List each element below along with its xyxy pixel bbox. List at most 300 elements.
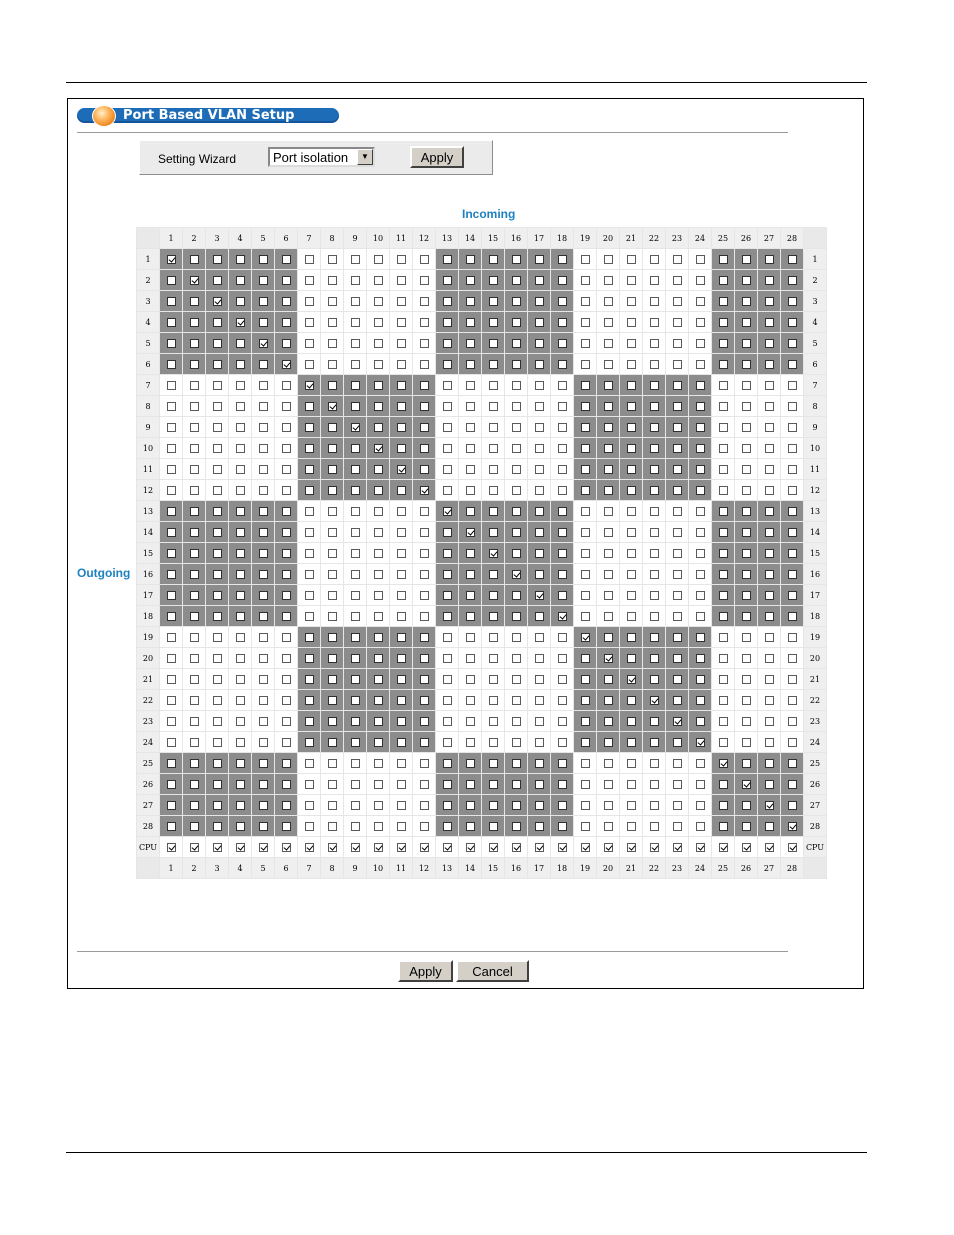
port-checkbox[interactable] [788,822,797,831]
port-checkbox[interactable] [742,633,751,642]
port-checkbox[interactable] [627,465,636,474]
port-checkbox[interactable] [259,486,268,495]
port-checkbox[interactable] [236,570,245,579]
port-checkbox[interactable] [719,360,728,369]
port-checkbox[interactable] [190,612,199,621]
port-checkbox[interactable] [604,738,613,747]
port-checkbox[interactable] [581,507,590,516]
port-checkbox[interactable] [512,507,521,516]
port-checkbox[interactable] [650,339,659,348]
port-checkbox[interactable] [167,822,176,831]
port-checkbox[interactable] [190,633,199,642]
port-checkbox[interactable] [788,423,797,432]
port-checkbox[interactable] [673,381,682,390]
port-checkbox[interactable] [673,444,682,453]
port-checkbox[interactable] [535,612,544,621]
port-checkbox[interactable] [190,675,199,684]
port-checkbox[interactable] [788,276,797,285]
cpu-port-checkbox[interactable] [650,843,659,852]
port-checkbox[interactable] [466,402,475,411]
port-checkbox[interactable] [627,444,636,453]
port-checkbox[interactable] [213,696,222,705]
port-checkbox[interactable] [673,696,682,705]
port-checkbox[interactable] [167,612,176,621]
port-checkbox[interactable] [259,507,268,516]
port-checkbox[interactable] [328,759,337,768]
port-checkbox[interactable] [627,528,636,537]
port-checkbox[interactable] [190,738,199,747]
port-checkbox[interactable] [374,318,383,327]
port-checkbox[interactable] [765,318,774,327]
port-checkbox[interactable] [397,402,406,411]
port-checkbox[interactable] [374,297,383,306]
port-checkbox[interactable] [305,297,314,306]
port-checkbox[interactable] [259,276,268,285]
port-checkbox[interactable] [650,507,659,516]
port-checkbox[interactable] [604,444,613,453]
port-checkbox[interactable] [282,423,291,432]
port-checkbox[interactable] [788,339,797,348]
port-checkbox[interactable] [581,717,590,726]
port-checkbox[interactable] [236,507,245,516]
port-checkbox[interactable] [765,444,774,453]
port-checkbox[interactable] [397,444,406,453]
cpu-port-checkbox[interactable] [305,843,314,852]
port-checkbox[interactable] [443,822,452,831]
port-checkbox[interactable] [420,801,429,810]
port-checkbox[interactable] [374,675,383,684]
port-checkbox[interactable] [604,339,613,348]
port-checkbox[interactable] [466,360,475,369]
port-checkbox[interactable] [581,675,590,684]
port-checkbox[interactable] [627,276,636,285]
port-checkbox[interactable] [604,360,613,369]
port-checkbox[interactable] [650,780,659,789]
port-checkbox[interactable] [742,612,751,621]
port-checkbox[interactable] [489,654,498,663]
port-checkbox[interactable] [282,738,291,747]
port-checkbox[interactable] [512,465,521,474]
port-checkbox[interactable] [604,465,613,474]
port-checkbox[interactable] [512,423,521,432]
port-checkbox[interactable] [581,465,590,474]
port-checkbox[interactable] [742,654,751,663]
port-checkbox[interactable] [305,255,314,264]
port-checkbox[interactable] [742,528,751,537]
port-checkbox[interactable] [558,822,567,831]
port-checkbox[interactable] [765,381,774,390]
port-checkbox[interactable] [282,759,291,768]
port-checkbox[interactable] [719,297,728,306]
port-checkbox[interactable] [167,738,176,747]
port-checkbox[interactable] [673,654,682,663]
port-checkbox[interactable] [650,423,659,432]
port-checkbox[interactable] [788,654,797,663]
port-checkbox[interactable] [765,360,774,369]
port-checkbox[interactable] [719,780,728,789]
port-checkbox[interactable] [627,822,636,831]
port-checkbox[interactable] [305,360,314,369]
port-checkbox[interactable] [259,360,268,369]
port-checkbox[interactable] [259,381,268,390]
port-checkbox[interactable] [535,528,544,537]
port-checkbox[interactable] [719,276,728,285]
port-checkbox[interactable] [305,654,314,663]
port-checkbox[interactable] [282,255,291,264]
port-checkbox[interactable] [581,570,590,579]
port-checkbox[interactable] [673,318,682,327]
port-checkbox[interactable] [604,654,613,663]
port-checkbox[interactable] [190,465,199,474]
port-checkbox[interactable] [581,612,590,621]
port-checkbox[interactable] [443,801,452,810]
port-checkbox[interactable] [328,633,337,642]
port-checkbox[interactable] [673,759,682,768]
port-checkbox[interactable] [443,591,452,600]
port-checkbox[interactable] [650,549,659,558]
port-checkbox[interactable] [604,297,613,306]
port-checkbox[interactable] [742,276,751,285]
cpu-port-checkbox[interactable] [535,843,544,852]
port-checkbox[interactable] [374,255,383,264]
port-checkbox[interactable] [581,381,590,390]
port-checkbox[interactable] [765,696,774,705]
port-checkbox[interactable] [719,507,728,516]
port-checkbox[interactable] [558,696,567,705]
port-checkbox[interactable] [650,801,659,810]
port-checkbox[interactable] [719,717,728,726]
cpu-port-checkbox[interactable] [558,843,567,852]
port-checkbox[interactable] [397,696,406,705]
port-checkbox[interactable] [351,675,360,684]
port-checkbox[interactable] [466,717,475,726]
cancel-button[interactable]: Cancel [456,960,529,982]
port-checkbox[interactable] [351,780,360,789]
port-checkbox[interactable] [328,318,337,327]
port-checkbox[interactable] [696,507,705,516]
port-checkbox[interactable] [420,717,429,726]
port-checkbox[interactable] [259,696,268,705]
port-checkbox[interactable] [420,591,429,600]
port-checkbox[interactable] [397,822,406,831]
port-checkbox[interactable] [650,696,659,705]
port-checkbox[interactable] [466,675,475,684]
setting-wizard-select[interactable] [268,147,375,167]
cpu-port-checkbox[interactable] [328,843,337,852]
port-checkbox[interactable] [489,402,498,411]
port-checkbox[interactable] [305,696,314,705]
port-checkbox[interactable] [512,570,521,579]
port-checkbox[interactable] [512,486,521,495]
port-checkbox[interactable] [673,675,682,684]
port-checkbox[interactable] [351,570,360,579]
port-checkbox[interactable] [351,297,360,306]
port-checkbox[interactable] [282,444,291,453]
port-checkbox[interactable] [742,402,751,411]
port-checkbox[interactable] [466,570,475,579]
port-checkbox[interactable] [650,570,659,579]
port-checkbox[interactable] [167,318,176,327]
port-checkbox[interactable] [650,402,659,411]
port-checkbox[interactable] [696,696,705,705]
port-checkbox[interactable] [650,654,659,663]
port-checkbox[interactable] [259,759,268,768]
port-checkbox[interactable] [351,423,360,432]
port-checkbox[interactable] [236,423,245,432]
port-checkbox[interactable] [673,297,682,306]
port-checkbox[interactable] [558,423,567,432]
port-checkbox[interactable] [512,444,521,453]
port-checkbox[interactable] [535,738,544,747]
port-checkbox[interactable] [190,696,199,705]
port-checkbox[interactable] [788,444,797,453]
port-checkbox[interactable] [604,801,613,810]
port-checkbox[interactable] [443,528,452,537]
port-checkbox[interactable] [788,402,797,411]
port-checkbox[interactable] [397,297,406,306]
port-checkbox[interactable] [489,717,498,726]
port-checkbox[interactable] [650,486,659,495]
port-checkbox[interactable] [535,255,544,264]
port-checkbox[interactable] [259,612,268,621]
port-checkbox[interactable] [604,822,613,831]
port-checkbox[interactable] [259,591,268,600]
port-checkbox[interactable] [627,360,636,369]
port-checkbox[interactable] [788,759,797,768]
port-checkbox[interactable] [328,360,337,369]
port-checkbox[interactable] [190,486,199,495]
port-checkbox[interactable] [305,423,314,432]
port-checkbox[interactable] [535,360,544,369]
port-checkbox[interactable] [282,675,291,684]
port-checkbox[interactable] [558,276,567,285]
port-checkbox[interactable] [627,738,636,747]
port-checkbox[interactable] [167,675,176,684]
port-checkbox[interactable] [742,549,751,558]
port-checkbox[interactable] [259,318,268,327]
port-checkbox[interactable] [512,675,521,684]
port-checkbox[interactable] [213,444,222,453]
port-checkbox[interactable] [650,528,659,537]
port-checkbox[interactable] [489,318,498,327]
port-checkbox[interactable] [420,465,429,474]
port-checkbox[interactable] [236,696,245,705]
port-checkbox[interactable] [351,822,360,831]
port-checkbox[interactable] [259,801,268,810]
port-checkbox[interactable] [512,255,521,264]
port-checkbox[interactable] [581,255,590,264]
port-checkbox[interactable] [167,486,176,495]
port-checkbox[interactable] [466,591,475,600]
port-checkbox[interactable] [190,381,199,390]
port-checkbox[interactable] [719,423,728,432]
port-checkbox[interactable] [236,801,245,810]
port-checkbox[interactable] [420,528,429,537]
port-checkbox[interactable] [397,633,406,642]
port-checkbox[interactable] [650,297,659,306]
port-checkbox[interactable] [420,675,429,684]
port-checkbox[interactable] [259,465,268,474]
port-checkbox[interactable] [489,465,498,474]
port-checkbox[interactable] [719,612,728,621]
chevron-down-icon[interactable]: ▼ [357,149,373,165]
port-checkbox[interactable] [742,318,751,327]
port-checkbox[interactable] [604,675,613,684]
port-checkbox[interactable] [627,486,636,495]
port-checkbox[interactable] [558,255,567,264]
port-checkbox[interactable] [282,633,291,642]
port-checkbox[interactable] [673,780,682,789]
port-checkbox[interactable] [351,318,360,327]
port-checkbox[interactable] [374,759,383,768]
port-checkbox[interactable] [558,381,567,390]
port-checkbox[interactable] [535,759,544,768]
port-checkbox[interactable] [190,276,199,285]
port-checkbox[interactable] [627,549,636,558]
port-checkbox[interactable] [259,444,268,453]
port-checkbox[interactable] [328,780,337,789]
port-checkbox[interactable] [374,507,383,516]
port-checkbox[interactable] [765,633,774,642]
port-checkbox[interactable] [673,528,682,537]
port-checkbox[interactable] [167,633,176,642]
port-checkbox[interactable] [788,255,797,264]
port-checkbox[interactable] [512,801,521,810]
port-checkbox[interactable] [719,654,728,663]
port-checkbox[interactable] [558,801,567,810]
port-checkbox[interactable] [696,570,705,579]
port-checkbox[interactable] [167,381,176,390]
port-checkbox[interactable] [351,528,360,537]
port-checkbox[interactable] [742,444,751,453]
cpu-port-checkbox[interactable] [190,843,199,852]
port-checkbox[interactable] [443,276,452,285]
port-checkbox[interactable] [650,444,659,453]
port-checkbox[interactable] [213,675,222,684]
port-checkbox[interactable] [673,276,682,285]
port-checkbox[interactable] [558,654,567,663]
port-checkbox[interactable] [351,738,360,747]
port-checkbox[interactable] [443,297,452,306]
port-checkbox[interactable] [213,297,222,306]
port-checkbox[interactable] [650,759,659,768]
port-checkbox[interactable] [443,402,452,411]
port-checkbox[interactable] [328,738,337,747]
port-checkbox[interactable] [788,297,797,306]
port-checkbox[interactable] [581,822,590,831]
port-checkbox[interactable] [443,444,452,453]
port-checkbox[interactable] [466,696,475,705]
port-checkbox[interactable] [443,717,452,726]
port-checkbox[interactable] [489,486,498,495]
port-checkbox[interactable] [673,549,682,558]
port-checkbox[interactable] [236,612,245,621]
port-checkbox[interactable] [190,528,199,537]
port-checkbox[interactable] [650,318,659,327]
port-checkbox[interactable] [489,297,498,306]
port-checkbox[interactable] [535,591,544,600]
port-checkbox[interactable] [443,255,452,264]
port-checkbox[interactable] [305,381,314,390]
port-checkbox[interactable] [282,465,291,474]
port-checkbox[interactable] [443,381,452,390]
port-checkbox[interactable] [236,675,245,684]
port-checkbox[interactable] [328,528,337,537]
port-checkbox[interactable] [558,633,567,642]
port-checkbox[interactable] [558,570,567,579]
port-checkbox[interactable] [512,549,521,558]
port-checkbox[interactable] [788,780,797,789]
port-checkbox[interactable] [397,570,406,579]
port-checkbox[interactable] [328,423,337,432]
port-checkbox[interactable] [259,717,268,726]
port-checkbox[interactable] [673,738,682,747]
port-checkbox[interactable] [351,759,360,768]
port-checkbox[interactable] [696,717,705,726]
port-checkbox[interactable] [489,444,498,453]
port-checkbox[interactable] [535,654,544,663]
port-checkbox[interactable] [374,612,383,621]
port-checkbox[interactable] [190,570,199,579]
cpu-port-checkbox[interactable] [213,843,222,852]
port-checkbox[interactable] [788,633,797,642]
port-checkbox[interactable] [696,612,705,621]
port-checkbox[interactable] [351,801,360,810]
port-checkbox[interactable] [604,423,613,432]
apply-button[interactable]: Apply [398,960,453,982]
port-checkbox[interactable] [397,717,406,726]
port-checkbox[interactable] [489,696,498,705]
port-checkbox[interactable] [512,360,521,369]
port-checkbox[interactable] [558,339,567,348]
port-checkbox[interactable] [719,633,728,642]
cpu-port-checkbox[interactable] [673,843,682,852]
port-checkbox[interactable] [788,507,797,516]
port-checkbox[interactable] [512,528,521,537]
port-checkbox[interactable] [627,780,636,789]
port-checkbox[interactable] [489,255,498,264]
port-checkbox[interactable] [581,780,590,789]
cpu-port-checkbox[interactable] [742,843,751,852]
port-checkbox[interactable] [719,549,728,558]
port-checkbox[interactable] [765,528,774,537]
port-checkbox[interactable] [374,822,383,831]
port-checkbox[interactable] [282,486,291,495]
port-checkbox[interactable] [535,822,544,831]
port-checkbox[interactable] [420,276,429,285]
port-checkbox[interactable] [420,402,429,411]
port-checkbox[interactable] [512,717,521,726]
port-checkbox[interactable] [443,612,452,621]
port-checkbox[interactable] [627,612,636,621]
port-checkbox[interactable] [213,486,222,495]
port-checkbox[interactable] [374,717,383,726]
port-checkbox[interactable] [765,255,774,264]
port-checkbox[interactable] [443,507,452,516]
port-checkbox[interactable] [443,738,452,747]
port-checkbox[interactable] [397,591,406,600]
port-checkbox[interactable] [397,801,406,810]
port-checkbox[interactable] [742,801,751,810]
port-checkbox[interactable] [489,528,498,537]
port-checkbox[interactable] [420,339,429,348]
port-checkbox[interactable] [167,423,176,432]
port-checkbox[interactable] [351,717,360,726]
port-checkbox[interactable] [374,381,383,390]
port-checkbox[interactable] [351,339,360,348]
port-checkbox[interactable] [627,402,636,411]
port-checkbox[interactable] [489,423,498,432]
